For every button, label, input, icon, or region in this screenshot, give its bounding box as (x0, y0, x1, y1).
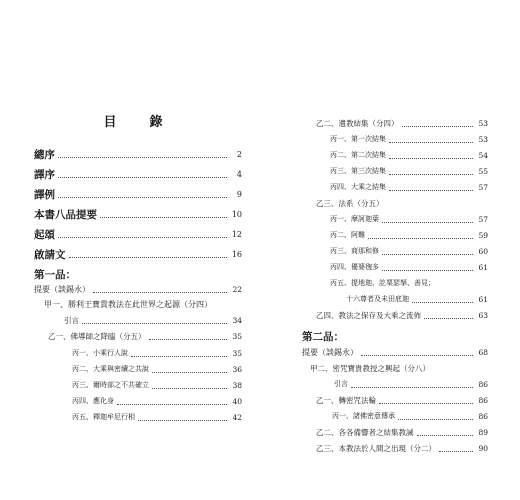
toc-entry[interactable]: 十六尊者及未田底迦 61 (346, 294, 488, 304)
toc-entry[interactable]: 丙一、第一次結集 53 (330, 134, 488, 144)
toc-entry[interactable]: 譯序 4 (34, 168, 242, 181)
toc-entry[interactable]: 丙五、提地迦、訖栗瑟拏、善見； (330, 279, 435, 287)
toc-entry[interactable]: 丙二、大乘與密續之共說 36 (72, 364, 242, 374)
toc-entry[interactable]: 丙一、諸佛密意傳承 86 (332, 411, 488, 421)
toc-entry[interactable]: 提要（談錫永） 22 (34, 284, 242, 294)
toc-entry[interactable]: 引言 34 (64, 315, 242, 325)
section-heading: 第二品： (302, 330, 344, 343)
toc-entry[interactable]: 丙四、優婆毱多 61 (330, 262, 488, 272)
toc-entry[interactable]: 甲一、勝利王寶貴教法在此世界之起源（分四） (44, 299, 212, 309)
toc-entry[interactable]: 乙一、轉密咒法輪 86 (316, 395, 488, 405)
toc-entry[interactable]: 丙四、應化身 40 (72, 396, 242, 406)
section-heading: 第一品： (34, 268, 76, 281)
toc-entry[interactable]: 丙二、阿難 59 (330, 230, 488, 240)
page-title: 目 錄 (103, 115, 173, 130)
toc-right-column (302, 0, 488, 500)
toc-entry[interactable]: 引言 86 (334, 379, 488, 389)
toc-entry[interactable]: 丙三、爾時部之不共確立 38 (72, 380, 242, 390)
toc-entry[interactable]: 甲二、密咒寶貴教授之興起（分八） (310, 363, 430, 373)
toc-entry[interactable]: 乙一、佛導師之降臨（分五） 35 (48, 331, 242, 341)
toc-left-column (34, 0, 242, 500)
toc-entry[interactable]: 丙五、釋迦牟尼行相 42 (72, 412, 242, 422)
toc-entry[interactable]: 丙一、小乘行人說 35 (72, 348, 242, 358)
toc-entry[interactable]: 總序 2 (34, 148, 242, 161)
toc-entry[interactable]: 乙二、各各備響者之結集教誡 89 (316, 427, 488, 437)
toc-entry[interactable]: 提要（談錫永） 68 (302, 347, 488, 357)
toc-entry[interactable]: 乙四、教法之保存及大乘之流佈 63 (316, 310, 488, 320)
toc-entry[interactable]: 譯例 9 (34, 188, 242, 201)
toc-entry[interactable]: 丙三、第三次結集 55 (330, 166, 488, 176)
toc-entry[interactable]: 乙三、本教法於人間之出現（分二） 90 (316, 443, 488, 453)
toc-entry[interactable]: 丙三、商那和修 60 (330, 246, 488, 256)
toc-entry[interactable]: 丙四、大乘之結集 57 (330, 182, 488, 192)
toc-entry[interactable]: 起頌 12 (34, 228, 242, 241)
toc-entry[interactable]: 本書八品提要 10 (34, 208, 242, 221)
toc-entry[interactable]: 乙三、法系（分五） (316, 198, 384, 208)
toc-entry[interactable]: 丙二、第二次結集 54 (330, 150, 488, 160)
toc-entry[interactable]: 乙二、遺教結集（分四） 53 (316, 118, 488, 128)
toc-entry[interactable]: 丙一、摩訶迦葉 57 (330, 214, 488, 224)
toc-entry[interactable]: 啟請文 16 (34, 248, 242, 261)
